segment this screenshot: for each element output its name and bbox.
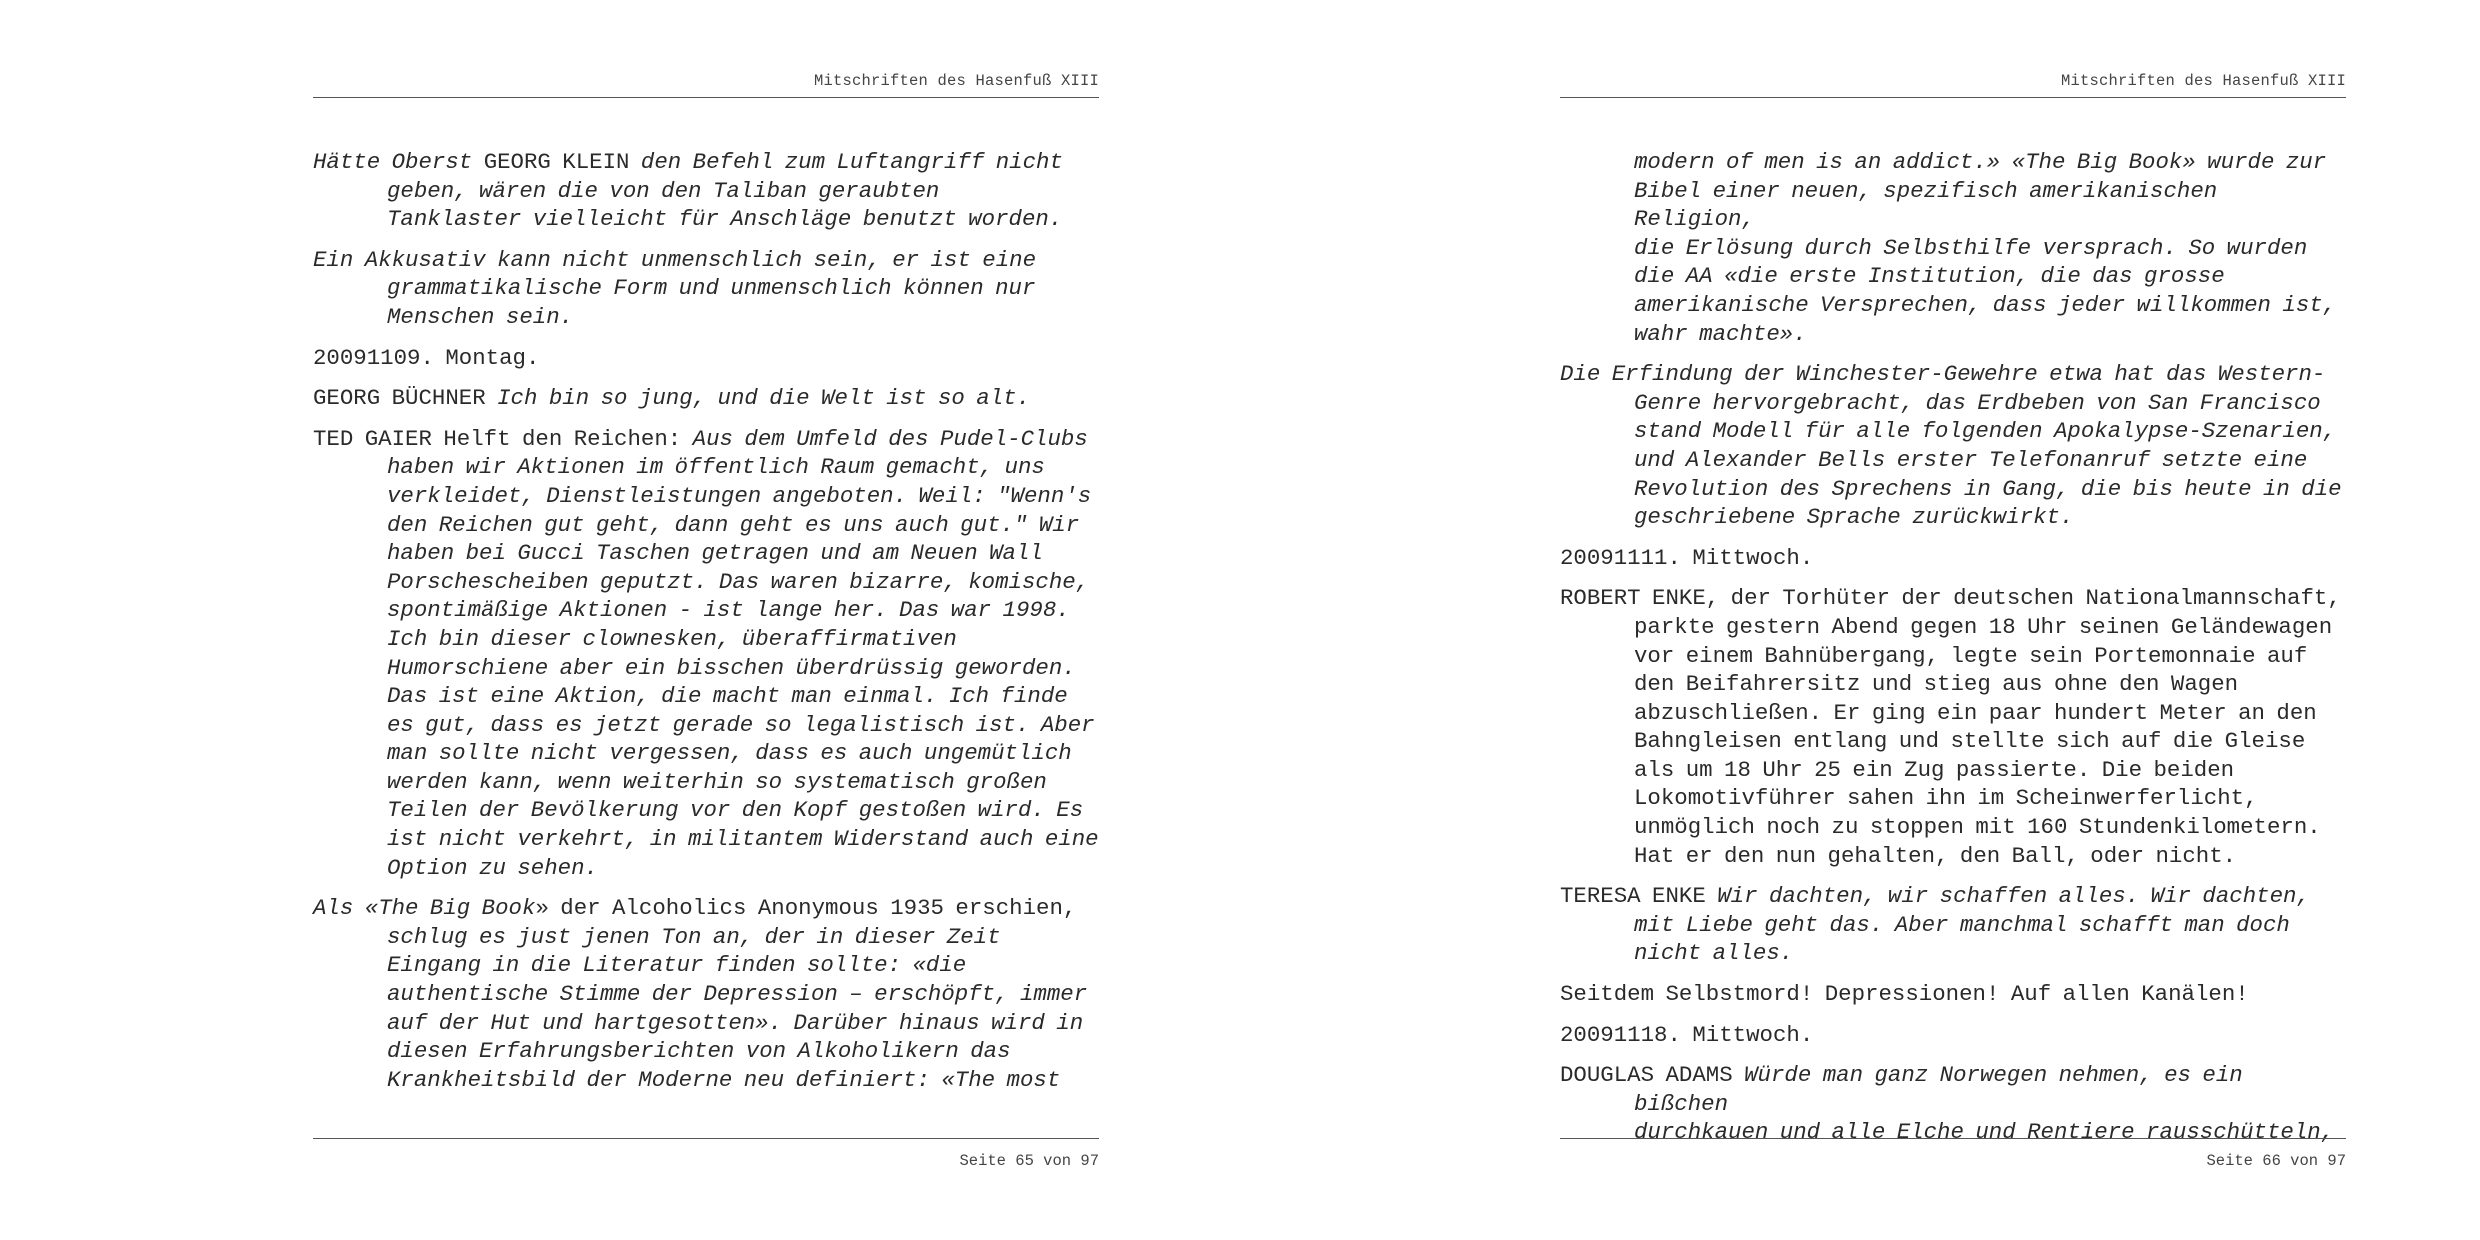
page-body	[1560, 148, 2346, 1159]
text-run: TED GAIER Helft den Reichen:	[313, 425, 693, 452]
text-run: Hätte Oberst	[313, 149, 484, 175]
header-rule	[313, 97, 1099, 98]
page-number: Seite 66 von 97	[2206, 1152, 2346, 1170]
footer-rule	[313, 1138, 1099, 1139]
paragraph	[313, 425, 1099, 883]
text-run: Seitdem Selbstmord! Depressionen! Auf allen Kanälen!	[1560, 981, 2249, 1008]
text-run: » der Alcoholics Anonymous 1935 erschien,	[535, 895, 1077, 922]
paragraph	[1560, 360, 2346, 532]
paragraph	[313, 894, 1099, 1094]
text-run: 20091111. Mittwoch.	[1560, 544, 1814, 571]
text-run: DOUGLAS ADAMS	[1560, 1062, 1745, 1089]
header-rule	[1560, 97, 2346, 98]
text-run: TERESA ENKE	[1560, 883, 1718, 910]
paragraph	[1560, 584, 2346, 870]
text-run: Wir dachten, wir schaffen alles. Wir dachten, mit Liebe geht das. Aber manchmal schafft man doch nicht alles.	[1634, 883, 2310, 967]
paragraph-continuation	[1560, 148, 2346, 348]
paragraph	[1560, 882, 2346, 968]
text-run: modern of men is an addict.» «The Big Book» wurde zur Bibel einer neuen, spezifisch amerikanischen Religion, die Erlösung durch Selbsthilfe versprach. So wurden die AA «die erste Institution, die das grosse amerikanische Versprechen, dass jeder willkommen ist, wahr machte».	[1634, 149, 2337, 347]
paragraph	[1560, 980, 2346, 1009]
text-run: den Befehl zum Luftangriff nicht geben, wären die von den Taliban geraubten Tanklaster vielleicht für Anschläge benutzt worden.	[387, 149, 1063, 233]
paragraph	[313, 384, 1099, 413]
page-body	[313, 148, 1099, 1106]
text-run: Würde man ganz Norwegen nehmen, es ein bißchen durchkauen und alle Elche und Rentiere rausschütteln,	[1634, 1062, 2335, 1146]
date-entry	[1560, 544, 2346, 573]
text-run: Als «	[313, 895, 379, 922]
paragraph	[313, 246, 1099, 332]
date-entry	[313, 344, 1099, 373]
text-run: ROBERT ENKE, der Torhüter der deutschen Nationalmannschaft, parkte gestern Abend gegen 18 Uhr seinen Geländewagen vor einem Bahnübergang, legte sein Portemonnaie auf den Beifahrersitz und stieg aus ohne den Wagen abzuschließen. Er ging ein paar hundert Meter an den Bahngleisen entlang und stellte sich auf die Gleise als um 18 Uhr 25 ein Zug passierte. Die beiden Lokomotivführer sahen ihn im Scheinwerferlicht, unmöglich noch zu stoppen mit 160 Stundenkilometern. Hat er den nun gehalten, den Ball, oder nicht.	[1560, 585, 2341, 869]
text-run: GEORG KLEIN	[483, 149, 630, 175]
date-entry	[1560, 1021, 2346, 1050]
left-page	[313, 0, 1099, 1240]
text-run: The Big Book	[378, 895, 536, 922]
running-header: Mitschriften des Hasenfuß XIII	[2060, 72, 2346, 90]
text-run: GEORG BÜCHNER	[313, 385, 498, 412]
text-run: Die Erfindung der Winchester-Gewehre etwa hat das Western- Genre hervorgebracht, das Erdbeben von San Francisco stand Modell für alle folgenden Apokalypse-Szenarien, und Alexander Bells erster Telefonanruf setzte eine Revolution des Sprechens in Gang, die bis heute in die geschriebene Sprache zurückwirkt.	[1560, 361, 2342, 531]
paragraph	[1560, 1061, 2346, 1147]
text-run: Ich bin so jung, und die Welt ist so alt.	[497, 385, 1031, 412]
text-run: Ein Akkusativ kann nicht unmenschlich sein, er ist eine grammatikalische Form und unmenschlich können nur Menschen sein.	[313, 246, 1037, 330]
text-run: schlug es just jenen Ton an, der in dieser Zeit Eingang in die Literatur finden sollte: «die authentische Stimme der Depression – erschöpft, immer auf der Hut und hartgesotten». Darüber hinaus wird in diesen Erfahrungsberichten von Alkoholikern das Krankheitsbild der Moderne neu definiert: «The most	[387, 923, 1088, 1093]
text-run: 20091109. Montag.	[313, 344, 540, 371]
text-run: 20091118. Mittwoch.	[1560, 1021, 1814, 1048]
footer-rule	[1560, 1138, 2346, 1139]
page-number: Seite 65 von 97	[959, 1152, 1099, 1170]
paragraph	[313, 148, 1099, 234]
running-header: Mitschriften des Hasenfuß XIII	[813, 72, 1099, 90]
text-run: Aus dem Umfeld des Pudel-Clubs haben wir Aktionen im öffentlich Raum gemacht, uns verkleidet, Dienstleistungen angeboten. Weil: "Wenn's den Reichen gut geht, dann geht es uns auch gut." Wir haben bei Gucci Taschen getragen und am Neuen Wall Porschescheiben geputzt. Das waren bizarre, komische, spontimäßige Aktionen - ist lange her. Das war 1998. Ich bin dieser clownesken, überaffirmativen Humorschiene aber ein bisschen überdrüssig geworden. Das ist eine Aktion, die macht man einmal. Ich finde es gut, dass es jetzt gerade so legalistisch ist. Aber man sollte nicht vergessen, dass es auch ungemütlich werden kann, wenn weiterhin so systematisch großen Teilen der Bevölkerung vor den Kopf gestoßen wird. Es ist nicht verkehrt, in militantem Widerstand auch eine Option zu sehen.	[387, 425, 1099, 881]
right-page	[1560, 0, 2346, 1240]
